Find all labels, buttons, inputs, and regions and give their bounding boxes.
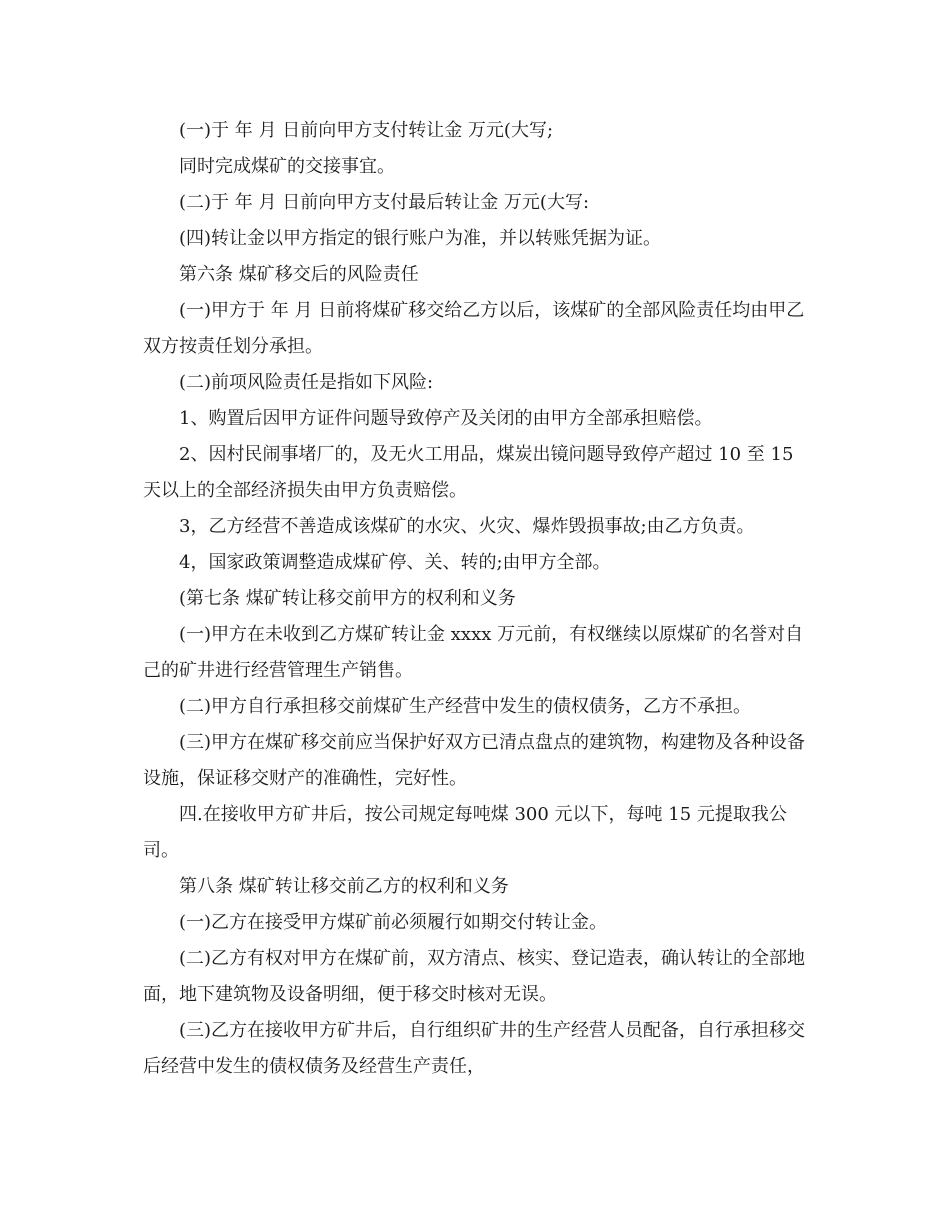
paragraph: 1、购置后因甲方证件问题导致停产及关闭的由甲方全部承担赔偿。 [179,408,713,429]
paragraph: (二)前项风险责任是指如下风险: [179,372,434,393]
section-heading: 第八条 煤矿转让移交前乙方的权利和义务 [179,876,509,897]
paragraph: (二)甲方自行承担移交前煤矿生产经营中发生的债权债务，乙方不承担。 [179,696,752,717]
paragraph: (二)于 年 月 日前向甲方支付最后转让金 万元(大写: [179,192,590,213]
paragraph: 同时完成煤矿的交接事宜。 [179,156,395,177]
section-heading: (第七条 煤矿转让移交前甲方的权利和义务 [179,588,516,609]
paragraph: (四)转让金以甲方指定的银行账户为准，并以转账凭据为证。 [179,228,662,249]
paragraph: (二)乙方有权对甲方在煤矿前，双方清点、核实、登记造表，确认转让的全部地面，地下建筑物及设备明细，便于移交时核对无误。 [143,948,806,1005]
paragraph: 4，国家政策调整造成煤矿停、关、转的;由甲方全部。 [179,552,611,573]
paragraph: (一)乙方在接受甲方煤矿前必须履行如期交付转让金。 [179,912,608,933]
section-heading: 第六条 煤矿移交后的风险责任 [179,264,419,285]
paragraph: (三)甲方在煤矿移交前应当保护好双方已清点盘点的建筑物，构建物及各种设备设施，保证移交财产的准确性，完好性。 [143,732,806,789]
paragraph: (一)甲方在未收到乙方煤矿转让金 xxxx 万元前，有权继续以原煤矿的名誉对自己的矿井进行经营管理生产销售。 [143,624,804,681]
document-body [143,113,813,1085]
paragraph: 2、因村民闹事堵厂的，及无火工用品，煤炭出镜问题导致停产超过 10 至 15 天以上的全部经济损失由甲方负责赔偿。 [143,444,794,501]
paragraph: (三)乙方在接收甲方矿井后，自行组织矿井的生产经营人员配备，自行承担移交后经营中发生的债权债务及经营生产责任， [143,1020,806,1077]
paragraph: (一)于 年 月 日前向甲方支付转让金 万元(大写; [179,120,554,141]
paragraph: (一)甲方于 年 月 日前将煤矿移交给乙方以后，该煤矿的全部风险责任均由甲乙双方按责任划分承担。 [143,300,805,357]
paragraph: 3，乙方经营不善造成该煤矿的水灾、火灾、爆炸毁损事故;由乙方负责。 [179,516,755,537]
paragraph: 四.在接收甲方矿井后，按公司规定每吨煤 300 元以下，每吨 15 元提取我公司。 [143,804,787,861]
